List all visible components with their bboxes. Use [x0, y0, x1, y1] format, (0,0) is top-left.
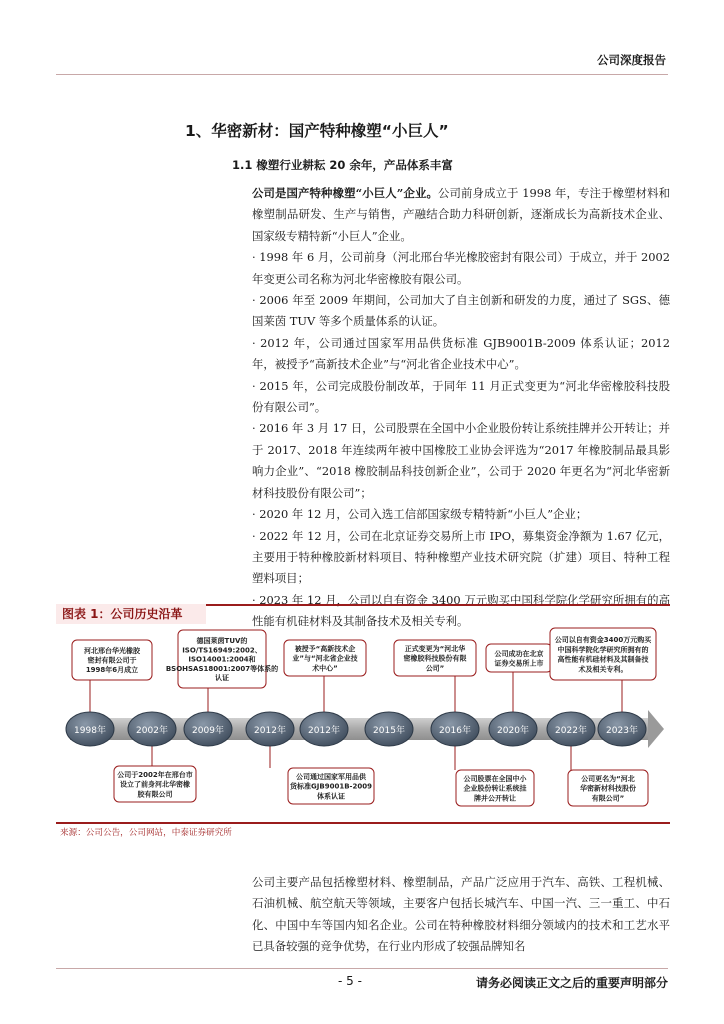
timeline-event-text: 公司更名为“河北	[581, 775, 635, 784]
figure-title: 图表 1：公司历史沿革	[56, 604, 206, 624]
history-paragraph: · 2012 年，公司通过国家军用品供货标准 GJB9001B-2009 体系认证；2012 年，被授予“高新技术企业”与“河北省企业技术中心”。	[252, 335, 670, 372]
timeline-event-text: 河北邢台华光橡胶	[84, 647, 140, 656]
page-number: - 5 -	[338, 974, 362, 988]
timeline-event-text: ISO14001:2004和	[188, 655, 256, 664]
timeline-year-label: 2016年	[439, 726, 471, 736]
timeline-event-text: 证券交易所上市	[494, 659, 544, 668]
timeline-node	[598, 712, 646, 746]
disclaimer-note: 请务必阅读正文之后的重要声明部分	[475, 976, 668, 990]
timeline-event-box	[166, 630, 278, 688]
history-paragraph: · 2020 年 12 月，公司入选工信部国家级专精特新“小巨人”企业；	[252, 507, 588, 522]
timeline-event-text: 货标准GJB9001B-2009	[290, 782, 372, 791]
timeline-event-text: 公司股票在全国中小	[463, 775, 527, 784]
history-timeline	[56, 624, 670, 820]
timeline-event-text: 公司通过国家军用品供	[296, 773, 366, 782]
timeline-event-box	[486, 644, 552, 672]
timeline-event-box	[456, 770, 534, 806]
timeline-event-box	[114, 766, 196, 802]
timeline-year-label: 2002年	[136, 726, 168, 736]
timeline-event-text: 公司成功在北京	[494, 649, 544, 658]
timeline-event-text: 中国科学院化学研究所拥有的	[557, 645, 649, 654]
timeline-event-text: 设立了前身河北华密橡	[120, 780, 190, 789]
header-divider	[56, 74, 668, 75]
timeline-event-box	[72, 640, 152, 680]
timeline-event-text: 公司”	[425, 664, 445, 673]
history-text-block	[252, 183, 670, 633]
timeline-event-box	[288, 768, 374, 804]
timeline-event-text: 被授予“高新技术企	[294, 644, 356, 653]
timeline-year-label: 2012年	[254, 726, 286, 736]
timeline-event-text: 术中心”	[312, 664, 338, 673]
timeline-node	[489, 712, 537, 746]
timeline-node	[66, 712, 114, 746]
history-paragraph: · 2022 年 12 月，公司在北京证券交易所上市 IPO，募集资金净额为 1.67 亿元，主要用于特种橡胶新材料项目、特种橡塑产业技术研究院（扩建）项目、特种工程塑料项目；	[252, 528, 670, 586]
subsection-title: 1.1 橡塑行业耕耘 20 余年，产品体系丰富	[232, 158, 453, 172]
timeline-event-text: BSOHSAS18001:2007等体系的	[165, 664, 279, 673]
timeline-event-text: 企业股份转让系统挂	[463, 784, 527, 793]
timeline-event-text: 高性能有机硅材料及其制备技	[557, 655, 649, 664]
timeline-year-label: 2012年	[308, 726, 340, 736]
timeline-event-text: ISO/TS16949:2002、	[182, 646, 262, 655]
timeline-event-text: 体系认证	[317, 792, 345, 801]
timeline-node	[128, 712, 176, 746]
products-text-block	[252, 872, 670, 958]
timeline-event-text: 密封有限公司于	[87, 656, 137, 665]
timeline-event-box	[568, 770, 648, 806]
timeline-node	[431, 712, 479, 746]
timeline-arrow-head	[648, 710, 664, 748]
timeline-event-text: 业”与“河北省企业技	[292, 654, 358, 663]
figure-source: 来源：公司公告，公司网站，中泰证券研究所	[60, 828, 232, 838]
history-paragraph: · 2006 年至 2009 年期间，公司加大了自主创新和研发的力度，通过了 SGS、德国莱茵 TUV 等多个质量体系的认证。	[252, 293, 670, 329]
timeline-year-label: 2023年	[606, 726, 638, 736]
intro-paragraph	[252, 183, 670, 247]
timeline-node	[246, 712, 294, 746]
timeline-event-text: 牌并公开转让	[474, 794, 516, 803]
history-paragraph: · 2016 年 3 月 17 日，公司股票在全国中小企业股份转让系统挂牌并公开转让；并于 2017、2018 年连续两年被中国橡胶工业协会评选为“2017 年橡胶制品最具影响力企业”、“2018 橡胶制品科技创新企业”，公司于 2020 年更名为“河北华密新材科技股份有限公司”；	[252, 421, 670, 500]
history-paragraph: · 2023 年 12 月，公司以自有资金 3400 万元购买中国科学院化学研究所拥有的高性能有机硅材料及其制备技术及相关专利。	[252, 592, 670, 629]
timeline-event-text: 1998年6月成立	[85, 666, 139, 675]
section-title: 1、华密新材：国产特种橡塑“小巨人”	[185, 122, 449, 140]
timeline-event-text: 德国莱茵TUV的	[196, 637, 248, 646]
timeline-event-box	[394, 640, 476, 676]
intro-rest: 公司前身成立于 1998 年，专注于橡塑材料和橡塑制品研发、生产与销售，产融结合助力科研创新，逐渐成长为高新技术企业、国家级专精特新“小巨人”企业。	[252, 186, 670, 243]
timeline-event-frame	[486, 644, 552, 672]
timeline-event-text: 华密新材科技股份	[580, 784, 636, 793]
timeline-node	[547, 712, 595, 746]
timeline-node	[184, 712, 232, 746]
timeline-node	[300, 712, 348, 746]
timeline-event-text: 胶有限公司	[137, 790, 173, 799]
timeline-year-label: 2022年	[555, 726, 587, 736]
products-paragraph: 公司主要产品包括橡塑材料、橡塑制品，产品广泛应用于汽车、高铁、工程机械、石油机械、航空航天等领域，主要客户包括长城汽车、中国一汽、三一重工、中石化、中国中车等国内知名企业。公司在特种橡胶材料细分领域内的技术和工艺水平已具备较强的竞争优势，在行业内形成了较强品牌知名	[252, 875, 670, 954]
timeline-event-text: 术及相关专利。	[578, 665, 628, 674]
timeline-event-text: 正式变更为“河北华	[404, 644, 466, 653]
timeline-event-text: 公司于2002年在邢台市	[117, 771, 193, 780]
timeline-event-box	[550, 628, 656, 680]
history-paragraph: · 2015 年，公司完成股份制改革，于同年 11 月正式变更为“河北华密橡胶科技股份有限公司”。	[252, 378, 670, 415]
timeline-year-label: 2015年	[373, 726, 405, 736]
history-paragraph: · 1998 年 6 月，公司前身（河北邢台华光橡胶密封有限公司）于成立，并于 2002 年变更公司名称为河北华密橡胶有限公司。	[252, 250, 670, 286]
timeline-event-box	[284, 640, 366, 676]
footer-divider	[56, 968, 668, 969]
timeline-year-label: 1998年	[74, 726, 106, 736]
timeline-event-text: 公司以自有资金3400万元购买	[554, 636, 652, 645]
timeline-event-text: 有限公司”	[591, 794, 625, 803]
timeline-event-text: 密橡胶科技股份有限	[403, 654, 467, 663]
timeline-event-text: 认证	[215, 673, 229, 682]
timeline-year-label: 2020年	[497, 726, 529, 736]
timeline-year-label: 2009年	[192, 726, 224, 736]
report-type-label: 公司深度报告	[597, 53, 666, 67]
timeline-node	[365, 712, 413, 746]
intro-lead: 公司是国产特种橡塑“小巨人”企业。	[252, 186, 438, 200]
